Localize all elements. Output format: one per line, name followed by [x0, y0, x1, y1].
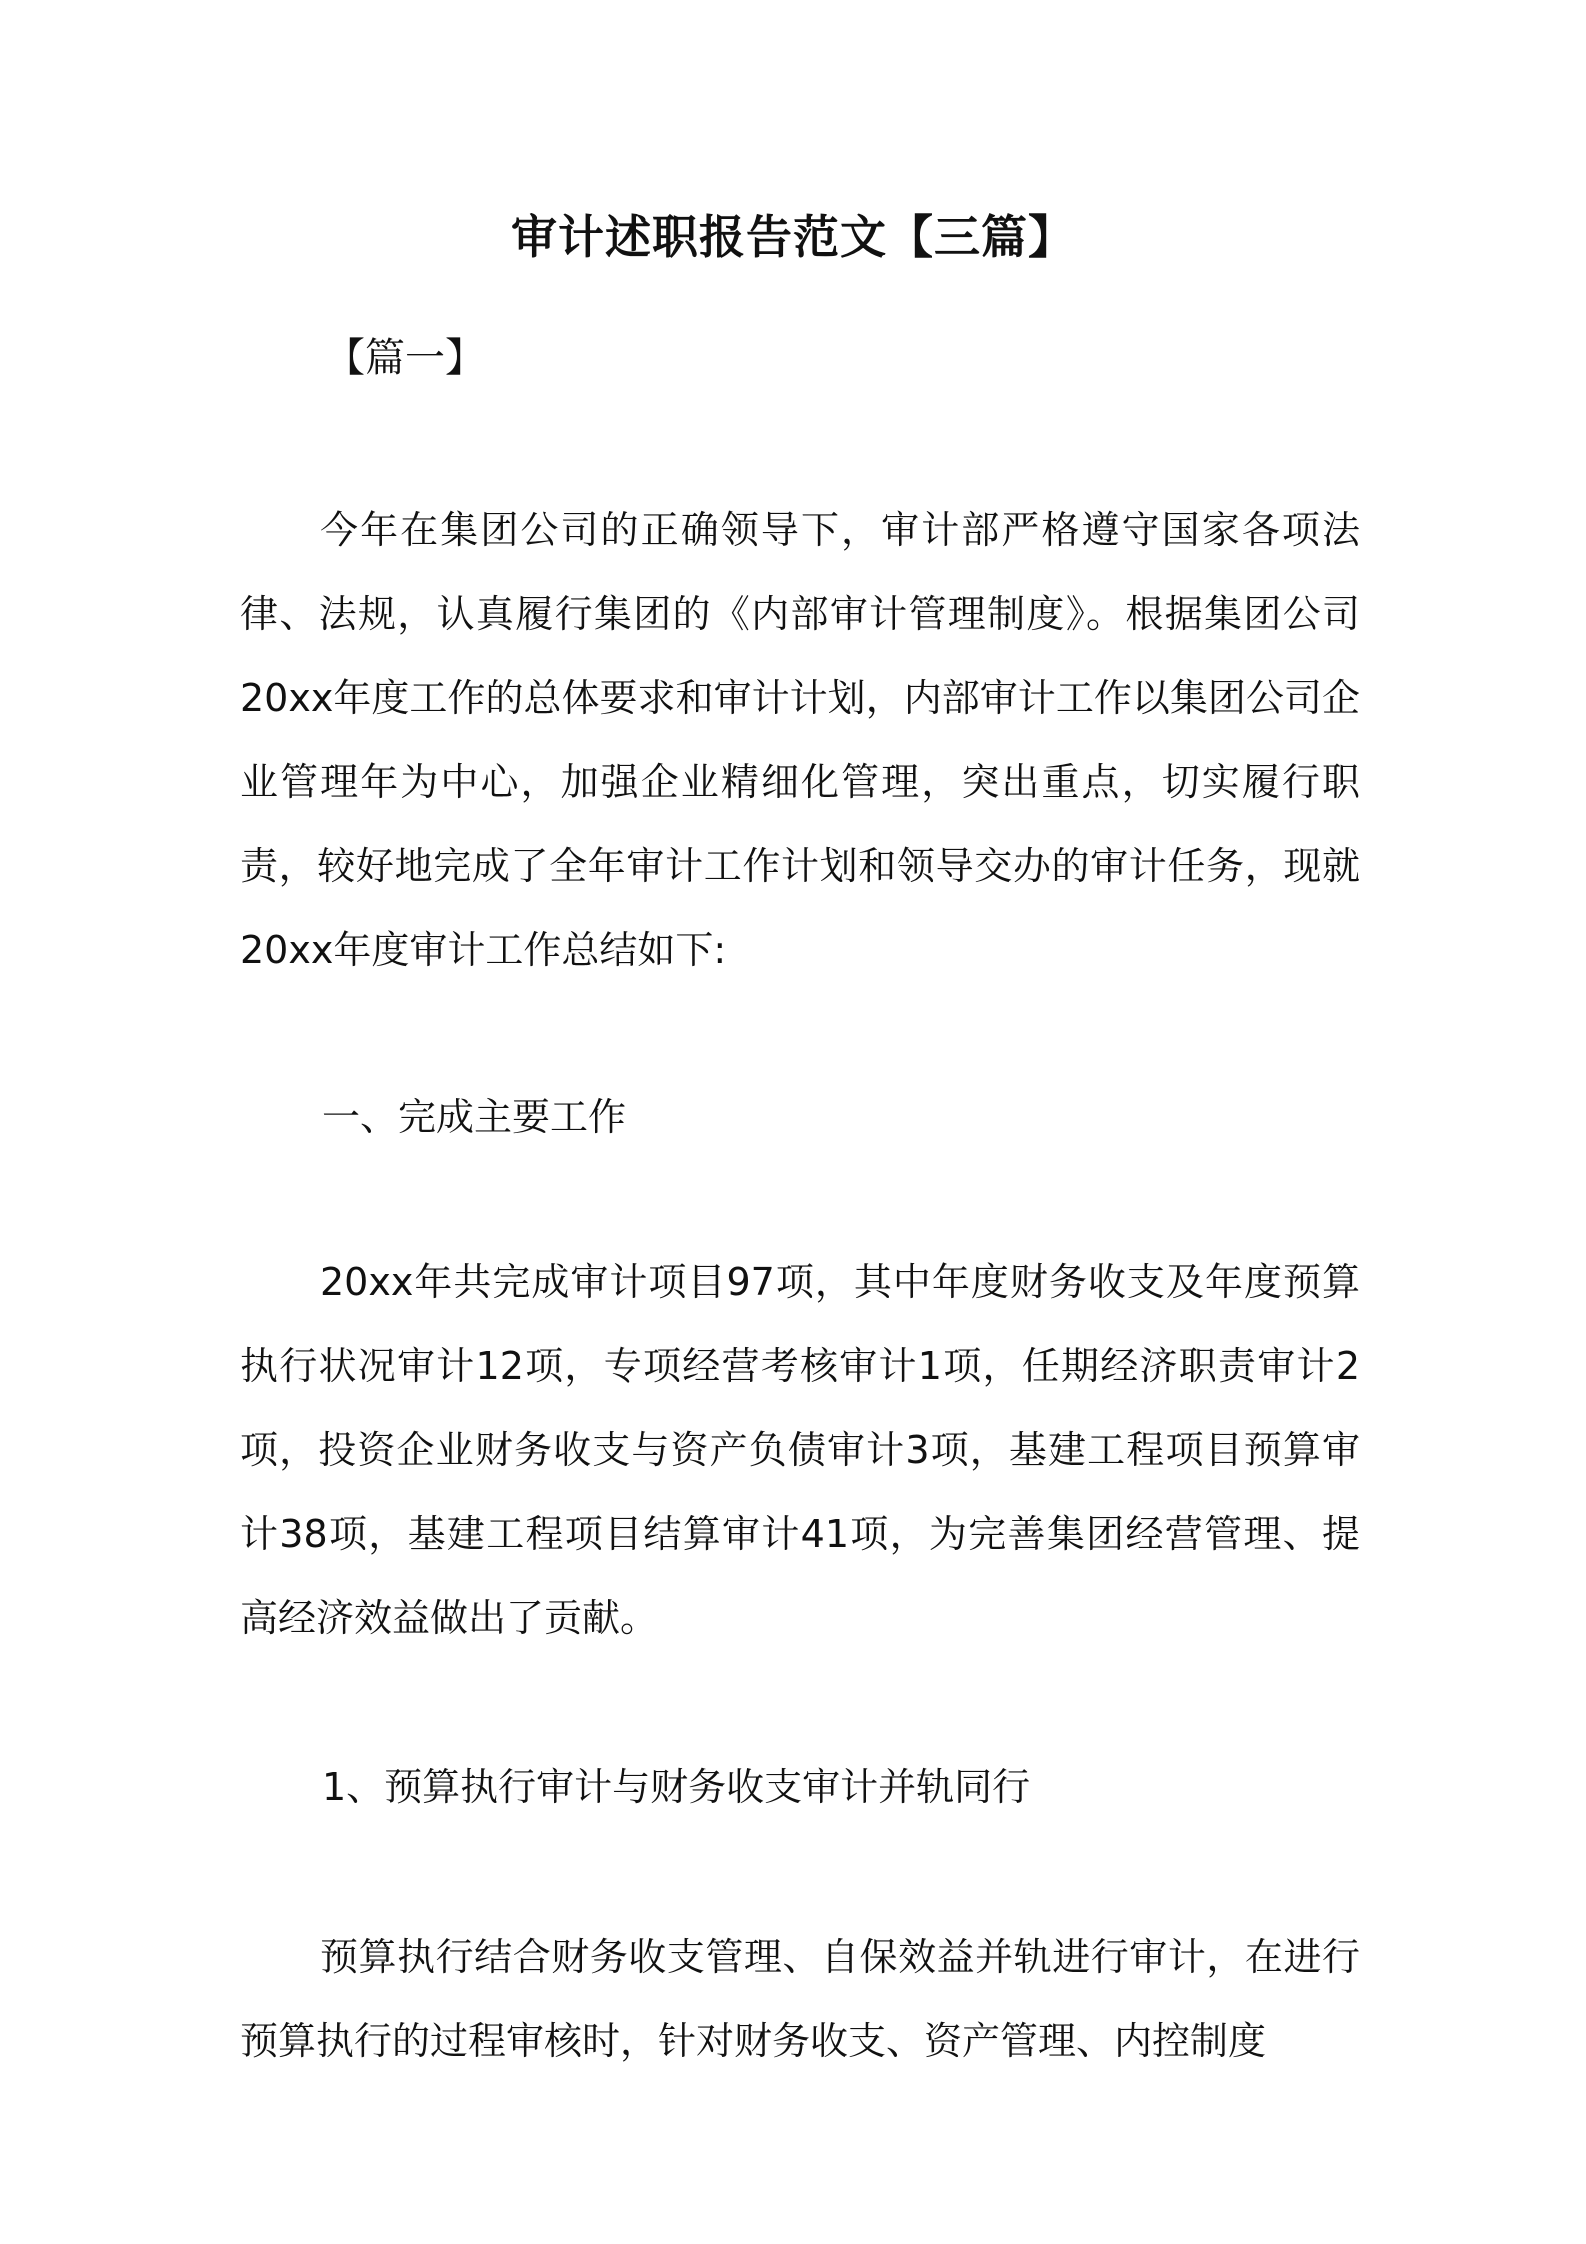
- paragraph-intro: 今年在集团公司的正确领导下，审计部严格遵守国家各项法律、法规，认真履行集团的《内部审计管理制度》。根据集团公司20xx年度工作的总体要求和审计计划，内部审计工作以集团公司企业管理年为中心，加强企业精细化管理，突出重点，切实履行职责，较好地完成了全年审计工作计划和领导交办的审计任务，现就20xx年度审计工作总结如下:: [240, 508, 1360, 972]
- paragraph-budget-audit: 预算执行结合财务收支管理、自保效益并轨进行审计，在进行预算执行的过程审核时，针对财务收支、资产管理、内控制度: [240, 1935, 1360, 2063]
- heading-main-work: 一、完成主要工作: [322, 1095, 627, 1139]
- document-title: 审计述职报告范文【三篇】: [511, 210, 1075, 264]
- heading-budget-audit: 1、预算执行审计与财务收支审计并轨同行: [322, 1765, 1031, 1809]
- section-label: 【篇一】: [325, 335, 485, 381]
- paragraph-work-summary: 20xx年共完成审计项目97项，其中年度财务收支及年度预算执行状况审计12项，专项经营考核审计1项，任期经济职责审计2项，投资企业财务收支与资产负债审计3项，基建工程项目预算审计38项，基建工程项目结算审计41项，为完善集团经营管理、提高经济效益做出了贡献。: [240, 1260, 1360, 1640]
